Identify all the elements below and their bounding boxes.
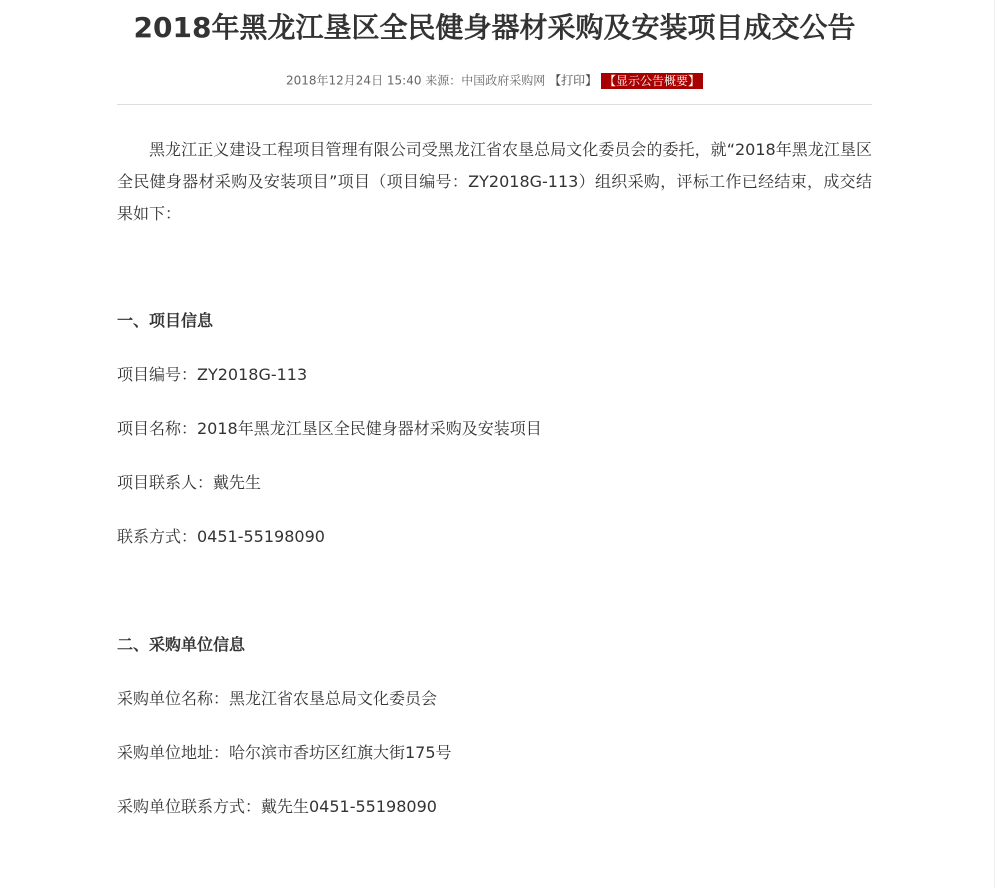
project-name: 项目名称：2018年黑龙江垦区全民健身器材采购及安装项目 [117,419,542,438]
project-contact-phone: 联系方式：0451-55198090 [117,527,325,546]
publish-datetime: 2018年12月24日 15:40 [285,73,422,88]
show-summary-button[interactable]: 【显示公告概要】 [601,73,703,89]
section-heading-project-info: 一、项目信息 [117,311,214,330]
purchaser-address: 采购单位地址：哈尔滨市香坊区红旗大街175号 [117,743,452,762]
print-link[interactable]: 【打印】 [549,73,598,88]
purchaser-name: 采购单位名称：黑龙江省农垦总局文化委员会 [117,689,438,708]
notice-title: 2018年黑龙江垦区全民健身器材采购及安装项目成交公告 [133,11,856,44]
source-label: 来源：中国政府采购网 [425,73,546,88]
title-divider [117,104,872,105]
intro-paragraph: 黑龙江正义建设工程项目管理有限公司受黑龙江省农垦总局文化委员会的委托，就“2018年黑龙江垦区全民健身器材采购及安装项目”项目（项目编号：ZY2018G-113）组织采购，评标工作已经结束，成交结果如下： [117,140,872,223]
purchaser-contact: 采购单位联系方式：戴先生0451-55198090 [117,797,437,816]
project-contact-person: 项目联系人：戴先生 [117,473,262,492]
notice-meta [117,71,872,90]
page-scrollbar[interactable] [994,0,1006,888]
section-heading-purchaser-info: 二、采购单位信息 [117,635,246,654]
project-number: 项目编号：ZY2018G-113 [117,365,308,384]
